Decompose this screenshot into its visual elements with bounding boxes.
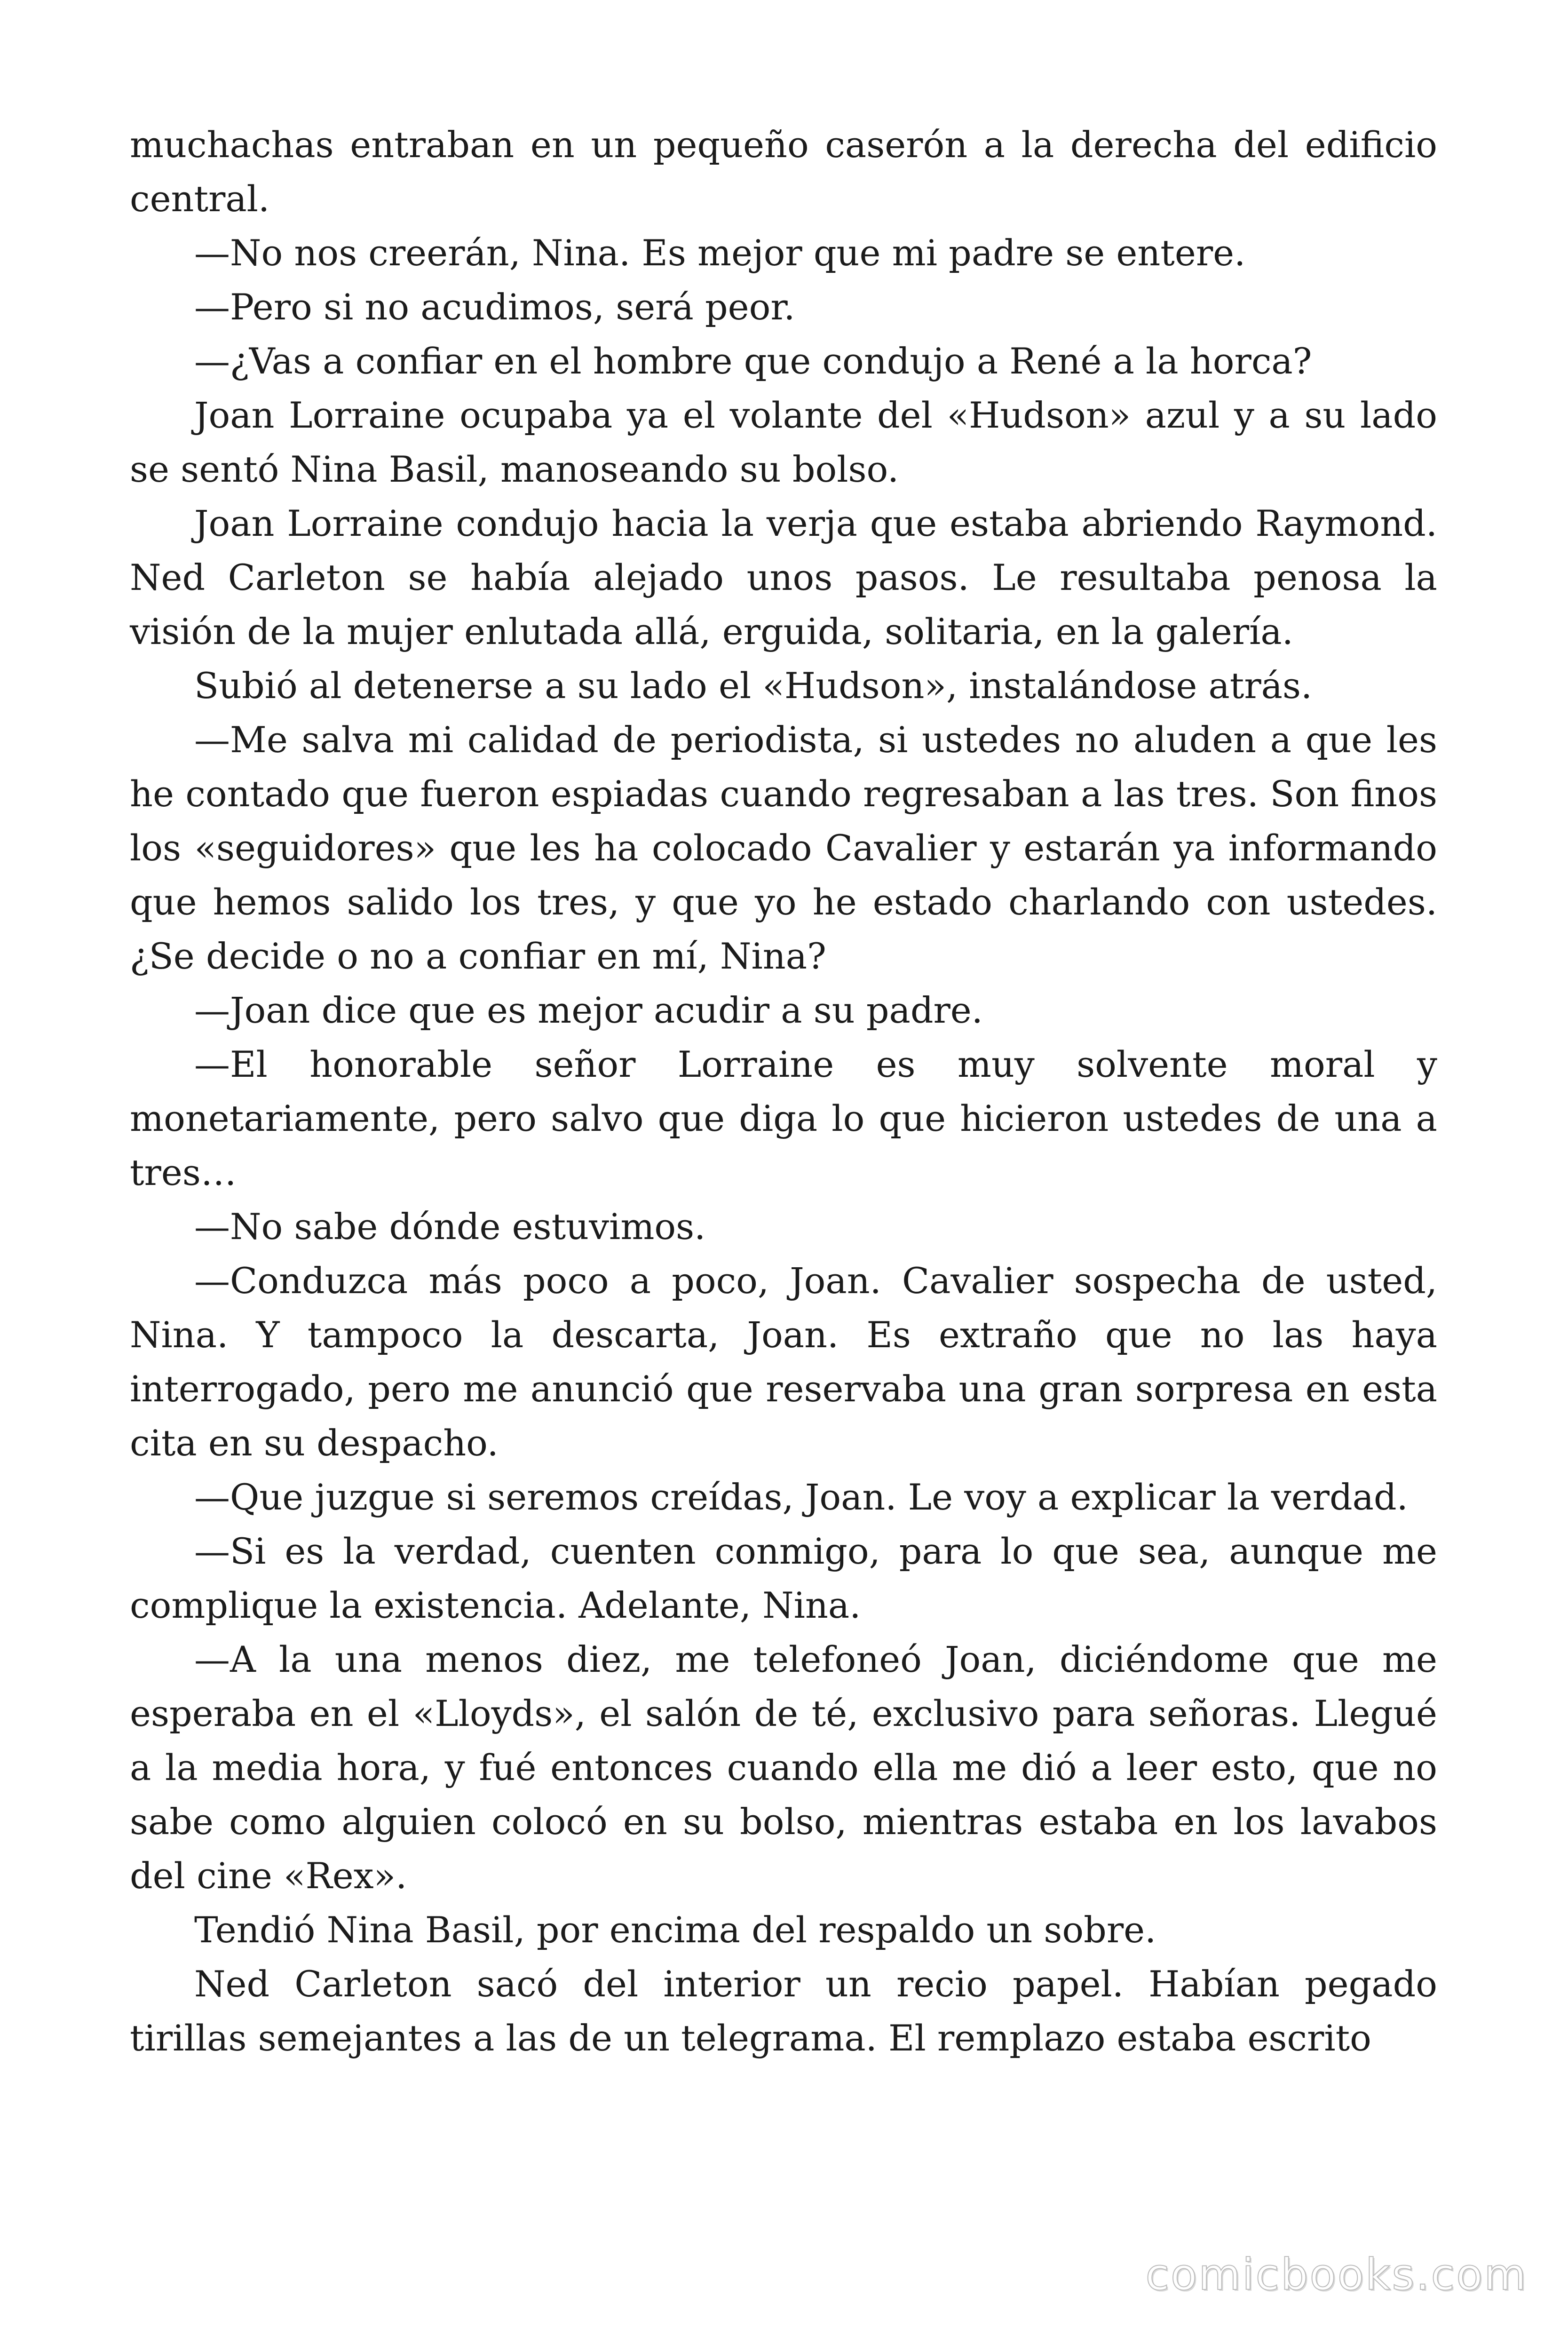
paragraph: —Si es la verdad, cuenten conmigo, para lo que sea, aunque me complique la existencia. Adelante, Nina. [130,1530,1437,1626]
paragraph: —Joan dice que es mejor acudir a su padre. [194,989,983,1031]
paragraph: Subió al detenerse a su lado el «Hudson», instalándose atrás. [194,665,1313,707]
paragraph: —No nos creerán, Nina. Es mejor que mi padre se entere. [194,232,1246,274]
paragraph: Ned Carleton sacó del interior un recio papel. Habían pegado tirillas semejantes a las de un telegrama. El remplazo estaba escrito [130,1963,1437,2059]
paragraph: —Conduzca más poco a poco, Joan. Cavalier sospecha de usted, Nina. Y tampoco la descarta, Joan. Es extraño que no las haya interrogado, pero me anunció que reservaba una gran sorpresa en esta cita en su despacho. [130,1260,1437,1464]
paragraph: —Me salva mi calidad de periodista, si ustedes no aluden a que les he contado que fueron espiadas cuando regresaban a las tres. Son finos los «seguidores» que les ha colocado Cavalier y estarán ya informando que hemos salido los tres, y que yo he estado charlando con ustedes. ¿Se decide o no a confiar en mí, Nina? [130,719,1437,977]
paragraph: Joan Lorraine condujo hacia la verja que estaba abriendo Raymond. Ned Carleton se había alejado unos pasos. Le resultaba penosa la visión de la mujer enlutada allá, erguida, solitaria, en la galería. [130,502,1437,652]
paragraph: Joan Lorraine ocupaba ya el volante del «Hudson» azul y a su lado se sentó Nina Basil, manoseando su bolso. [130,394,1437,490]
paragraph: Tendió Nina Basil, por encima del respaldo un sobre. [194,1909,1156,1951]
paragraph: —A la una menos diez, me telefoneó Joan, diciéndome que me esperaba en el «Lloyds», el salón de té, exclusivo para señoras. Llegué a la media hora, y fué entonces cuando ella me dió a leer esto, que no sabe como alguien colocó en su bolso, mientras estaba en los lavabos del cine «Rex». [130,1638,1437,1897]
watermark-logo: comicbooks.com [1145,2249,1528,2300]
paragraph: —¿Vas a confiar en el hombre que condujo a René a la horca? [194,340,1312,382]
paragraph-continued: muchachas entraban en un pequeño caserón a la derecha del edificio central. [130,124,1437,220]
paragraph: —El honorable señor Lorraine es muy solvente moral y monetariamente, pero salvo que diga lo que hicieron ustedes de una a tres… [130,1043,1437,1193]
paragraph: —Que juzgue si seremos creídas, Joan. Le voy a explicar la verdad. [194,1476,1408,1518]
paragraph: —Pero si no acudimos, será peor. [194,286,795,328]
page-body-text [130,118,1437,2065]
paragraph: —No sabe dónde estuvimos. [194,1206,706,1248]
